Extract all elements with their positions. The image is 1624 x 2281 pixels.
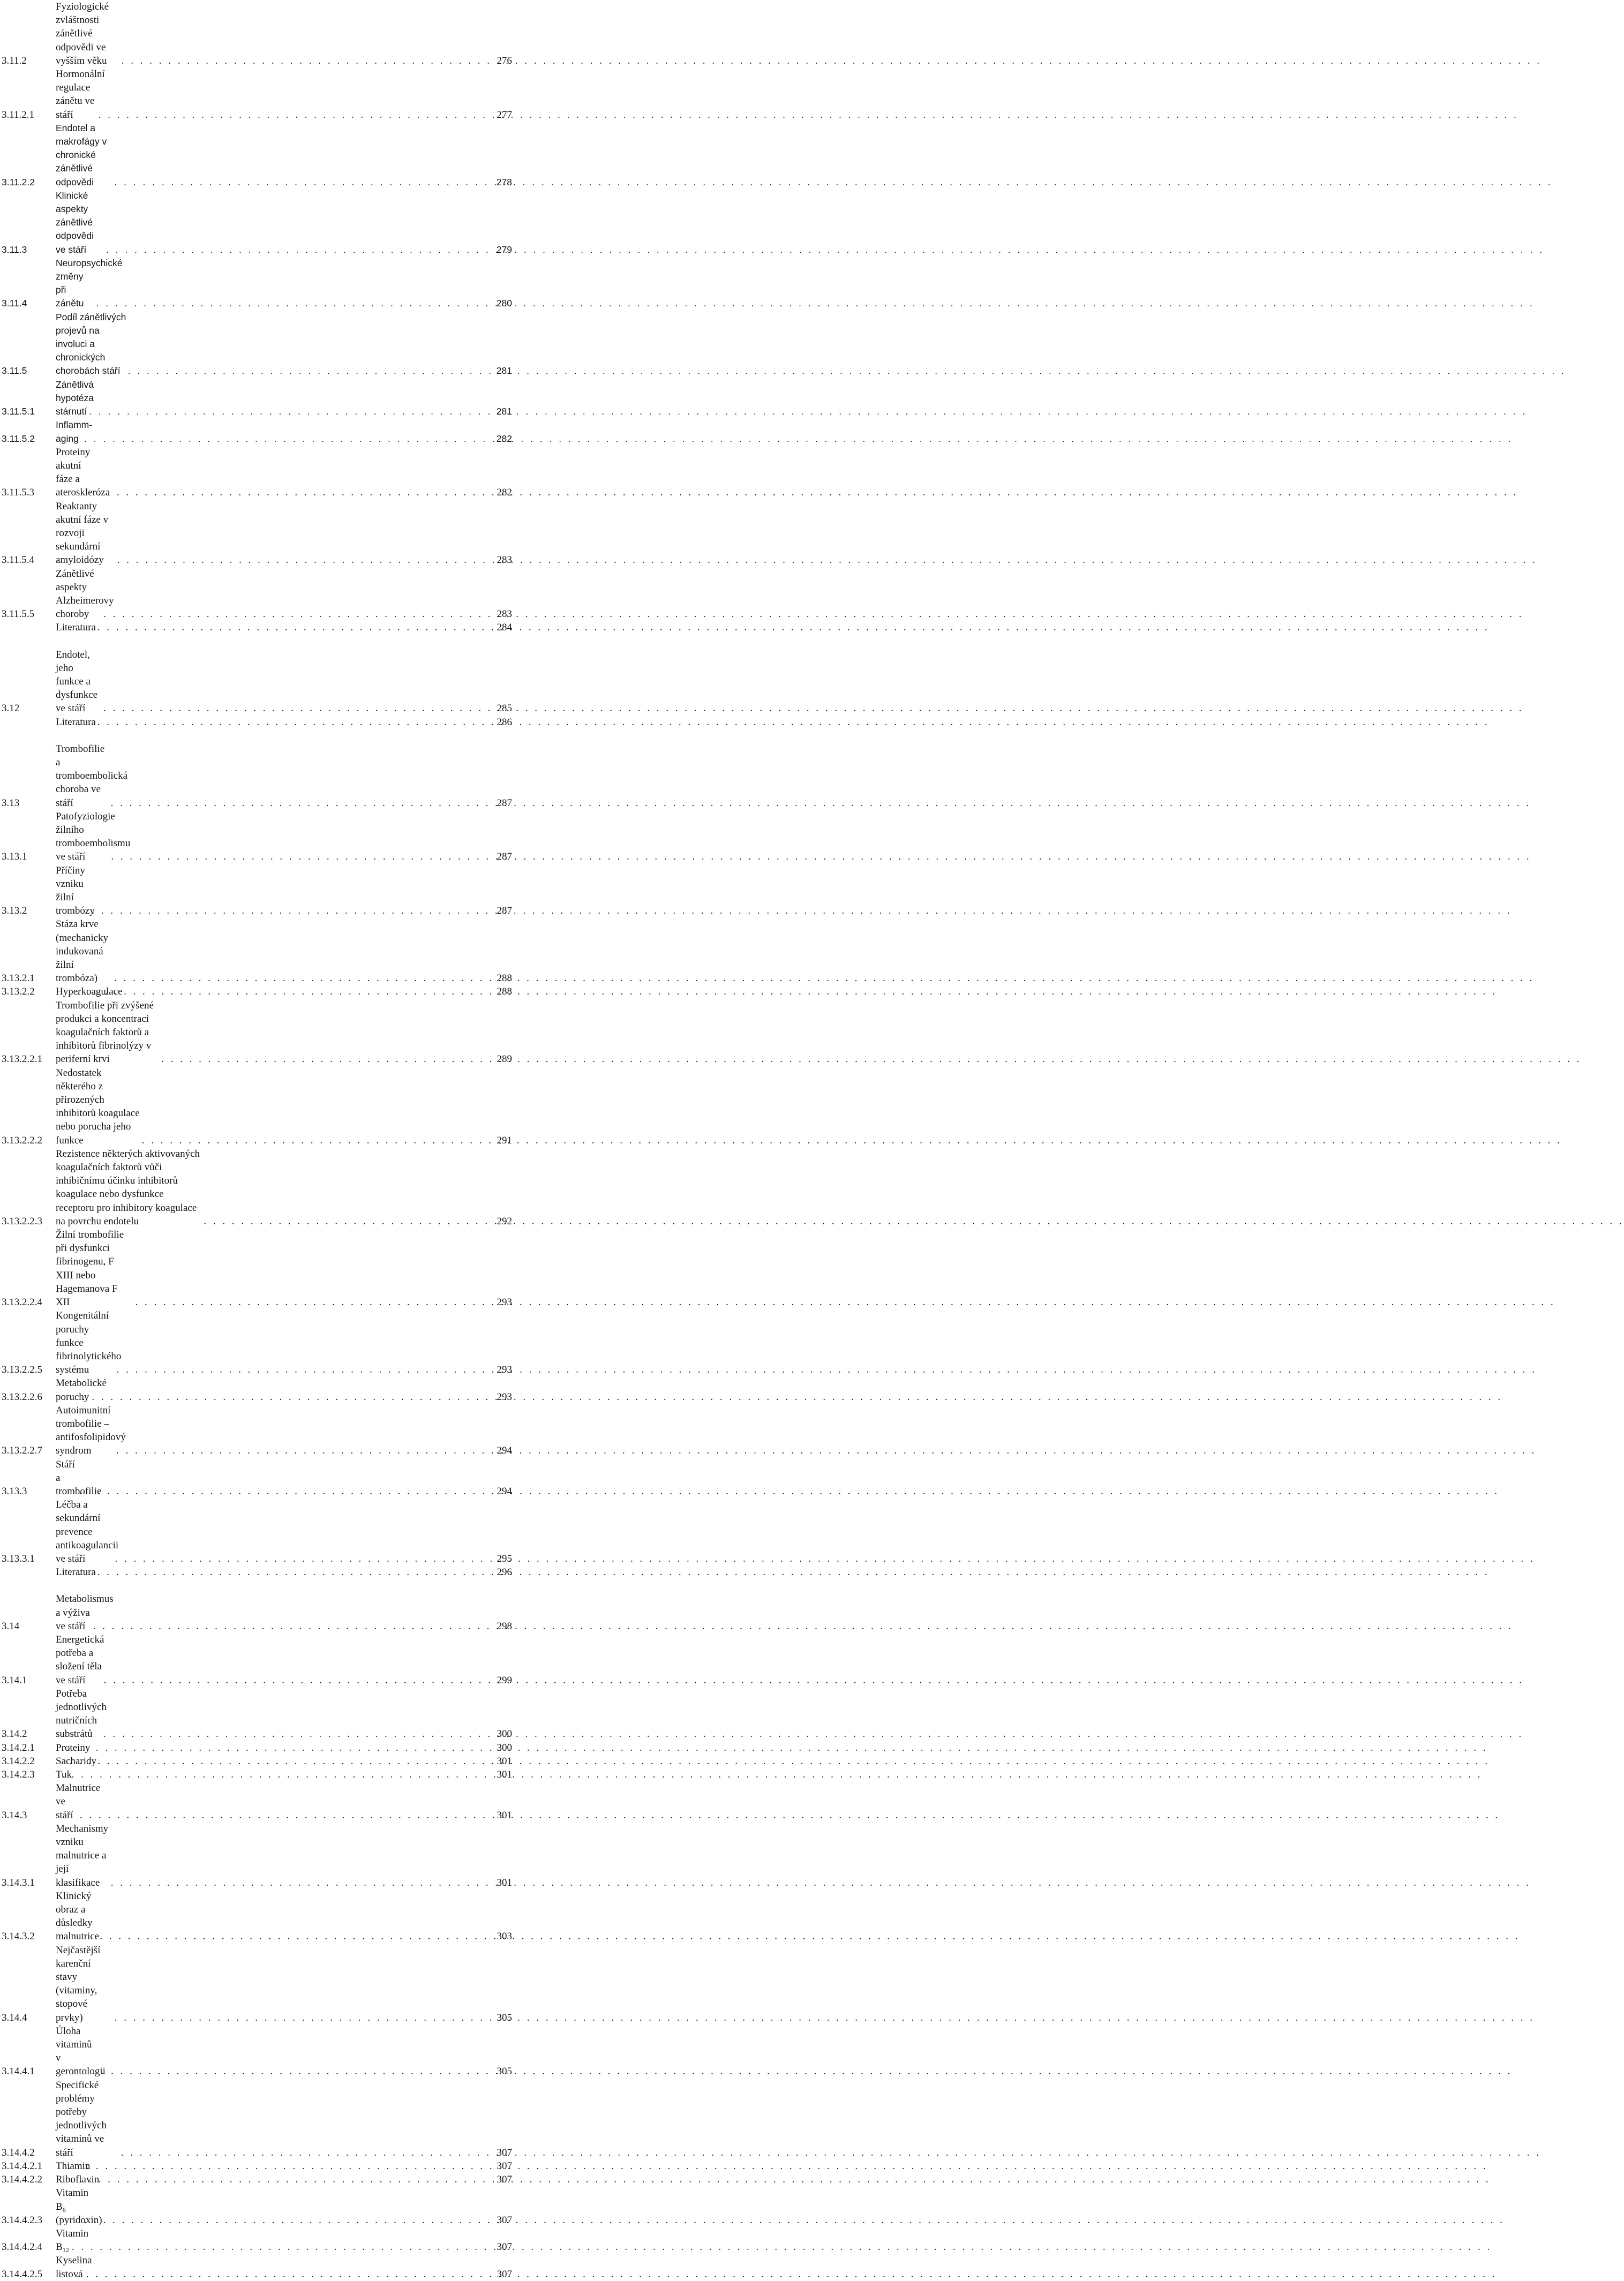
section-number: 3.13.1 — [2, 851, 27, 863]
page-number: 307 — [497, 2174, 512, 2186]
dot-leader — [97, 108, 494, 122]
dot-leader — [98, 1930, 493, 1943]
dot-leader — [70, 2240, 494, 2254]
section-title — [56, 500, 116, 567]
section-title — [56, 716, 96, 729]
toc-entry — [0, 1781, 514, 1822]
toc-entry — [0, 1228, 514, 1309]
toc-entry — [0, 1768, 514, 1781]
section-title — [56, 1404, 126, 1458]
page-number: 298 — [497, 1620, 512, 1632]
section-spacer — [0, 635, 514, 648]
section-number: 3.14.4.2.2 — [2, 2174, 42, 2186]
section-title — [56, 1228, 134, 1309]
toc-entry — [0, 1822, 514, 1889]
dot-leader — [109, 1876, 494, 1889]
section-spacer — [0, 729, 514, 742]
page-number: 284 — [497, 622, 512, 634]
section-title — [56, 189, 104, 257]
page-number: 276 — [497, 55, 512, 66]
page-number: 301 — [497, 1877, 512, 1888]
page-number: 292 — [497, 1215, 512, 1227]
toc-entry — [0, 2173, 514, 2186]
section-title — [56, 864, 95, 918]
section-number: 3.14.4.2.5 — [2, 2268, 42, 2280]
toc-entry — [0, 1498, 514, 1565]
section-title — [56, 446, 110, 500]
page-number: 288 — [497, 973, 512, 984]
section-number: 3.11.5.2 — [2, 433, 35, 444]
section-title-text: Literatura — [56, 1567, 96, 1578]
section-title — [56, 1592, 114, 1633]
page-number: 293 — [497, 1364, 512, 1376]
section-title-text: Endotel, jeho funkce a dysfunkce ve stáří — [56, 649, 98, 714]
section-title — [56, 742, 128, 810]
toc-entry — [0, 1147, 514, 1228]
section-title-text: Kongenitální poruchy funkce fibrinolytického systému — [56, 1310, 122, 1376]
dot-leader — [109, 850, 493, 863]
section-title — [56, 1944, 113, 2024]
section-number: 3.11.4 — [2, 298, 27, 309]
section-number: 3.12 — [2, 703, 20, 714]
toc-entry — [0, 742, 514, 810]
page-number: 282 — [497, 487, 512, 499]
dot-leader — [90, 904, 493, 917]
section-title — [56, 810, 131, 864]
page-number: 301 — [497, 1769, 512, 1780]
section-number: 3.13.3 — [2, 1485, 27, 1497]
dot-leader — [68, 1755, 494, 1768]
dot-leader — [73, 432, 493, 446]
page-number: 282 — [496, 433, 512, 444]
table-of-contents — [0, 0, 514, 2281]
section-title-text: Tuk — [56, 1769, 72, 1780]
dot-leader — [67, 1565, 493, 1579]
section-title-text: Podíl zánětlivých projevů na involuci a chronických chorobách stáří — [56, 311, 126, 377]
toc-entry — [0, 1755, 514, 1768]
section-title — [56, 122, 112, 189]
section-number: 3.13.2 — [2, 905, 27, 917]
section-number: 3.14.4.2.1 — [2, 2160, 42, 2172]
section-number: 3.11.5.4 — [2, 554, 35, 566]
subscript: 12 — [62, 2246, 69, 2254]
section-title-text: Proteiny — [56, 1742, 91, 1753]
toc-entry — [0, 1376, 514, 1403]
toc-entry — [0, 257, 514, 311]
section-title — [56, 311, 126, 378]
toc-entry — [0, 917, 514, 985]
section-number: 3.13.2.2 — [2, 986, 35, 998]
dot-leader — [126, 364, 493, 378]
page-number: 303 — [497, 1931, 512, 1943]
section-title-text: Klinické aspekty zánětlivé odpovědi ve stáří — [56, 190, 94, 255]
dot-leader — [87, 405, 493, 418]
section-title-text: Potřeba jednotlivých nutričních substrátů — [56, 1688, 107, 1740]
page-number: 291 — [497, 1134, 512, 1146]
section-title-text: Příčiny vzniku žilní trombózy — [56, 864, 95, 917]
dot-leader — [102, 607, 493, 621]
toc-entry — [0, 418, 514, 445]
section-title — [56, 1781, 101, 1822]
section-title-text: Fyziologické zvláštnosti zánětlivé odpovědi ve vyšším věku — [56, 1, 109, 66]
section-title — [56, 1309, 122, 1376]
section-title-text: Patofyziologie žilního tromboembolismu ve stáří — [56, 810, 131, 863]
page-number: 295 — [497, 1553, 512, 1564]
toc-entry — [0, 1944, 514, 2024]
dot-leader — [134, 1296, 494, 1309]
section-title — [56, 917, 112, 985]
section-title-text: Autoimunitní trombofilie – antifosfolipidový syndrom — [56, 1404, 126, 1457]
page-number: 305 — [497, 2012, 512, 2023]
toc-entry — [0, 0, 514, 67]
page-number: 300 — [497, 1742, 512, 1753]
dot-leader — [92, 1620, 494, 1633]
dot-leader — [115, 1363, 494, 1376]
page-number: 293 — [497, 1297, 512, 1308]
section-title — [56, 1565, 96, 1579]
section-number: 3.14.2.2 — [2, 1755, 35, 1767]
dot-leader — [104, 243, 493, 257]
dot-leader — [69, 2173, 493, 2186]
page-number: 287 — [497, 851, 512, 863]
dot-leader — [91, 2065, 493, 2078]
section-title-text: Vitamin B — [56, 2187, 89, 2212]
section-title-text: Klinický obraz a důsledky malnutrice — [56, 1890, 100, 1943]
toc-entry — [0, 500, 514, 567]
section-title-text: Specifické problémy potřeby jednotlivých vitaminů ve stáří — [56, 2079, 107, 2158]
section-number: 3.13.3.1 — [2, 1553, 35, 1564]
page-number: 307 — [497, 2241, 512, 2253]
toc-entry — [0, 1592, 514, 1633]
section-title — [56, 648, 102, 716]
section-title-text: Proteiny akutní fáze a ateroskleróza — [56, 446, 110, 499]
section-number: 3.11.2.1 — [2, 109, 35, 121]
section-number: 3.14.4.2.3 — [2, 2214, 42, 2226]
toc-entry — [0, 446, 514, 500]
dot-leader — [109, 796, 494, 810]
section-title — [56, 1687, 107, 1741]
page-number: 280 — [496, 298, 512, 309]
dot-leader — [116, 553, 494, 567]
section-title — [56, 0, 120, 67]
section-title-text: Nedostatek některého z přirozených inhibitorů koagulace nebo porucha jeho funkce — [56, 1067, 140, 1146]
page-number: 288 — [497, 986, 512, 998]
section-number: 3.14.3.2 — [2, 1931, 35, 1943]
toc-entry — [0, 1309, 514, 1376]
section-number: 3.13.2.2.5 — [2, 1364, 42, 1376]
section-number: 3.14.4.2.4 — [2, 2241, 42, 2253]
section-title — [56, 1147, 202, 1228]
page-number: 285 — [497, 703, 512, 714]
section-title-text: Literatura — [56, 716, 96, 728]
section-title-text: Stáří a trombofilie — [56, 1458, 102, 1497]
section-title — [56, 567, 114, 621]
section-number: 3.14.3 — [2, 1809, 27, 1821]
toc-entry — [0, 567, 514, 621]
section-title — [56, 67, 105, 122]
section-title — [56, 418, 93, 445]
toc-entry — [0, 621, 514, 634]
toc-entry — [0, 999, 514, 1066]
section-title-text: Trombofilie a tromboembolická choroba ve stáří — [56, 743, 128, 809]
page-number: 287 — [497, 905, 512, 917]
dot-leader — [113, 1552, 493, 1565]
section-number: 3.13.2.2.1 — [2, 1053, 42, 1065]
dot-leader — [140, 1134, 494, 1147]
section-number: 3.11.5.5 — [2, 608, 35, 620]
toc-entry — [0, 1633, 514, 1687]
page-number: 287 — [497, 797, 512, 809]
section-number: 3.11.5 — [2, 365, 27, 377]
toc-entry — [0, 1458, 514, 1499]
section-title — [56, 2024, 106, 2079]
page-number: 281 — [496, 406, 512, 417]
toc-entry — [0, 1741, 514, 1755]
section-title — [56, 1768, 72, 1781]
section-title-text: Stáza krve (mechanicky indukovaná žilní trombóza) — [56, 919, 109, 984]
section-title — [56, 2227, 89, 2254]
dot-leader — [102, 1727, 494, 1741]
section-number: 3.14.3.1 — [2, 1877, 35, 1888]
toc-entry — [0, 1565, 514, 1579]
toc-entry — [0, 122, 514, 189]
dot-leader — [102, 1674, 494, 1687]
toc-entry — [0, 378, 514, 419]
page-number: 296 — [497, 1567, 512, 1578]
section-title-text: Sacharidy — [56, 1755, 96, 1767]
section-number: 3.14.4 — [2, 2012, 27, 2023]
section-title — [56, 1741, 91, 1755]
toc-entry — [0, 2227, 514, 2254]
toc-entry — [0, 2254, 514, 2280]
section-title — [56, 1822, 109, 1889]
section-title — [56, 1755, 96, 1768]
page-number: 277 — [497, 109, 512, 121]
section-number: 3.13.2.2.6 — [2, 1391, 42, 1403]
section-number: 3.14.4.1 — [2, 2066, 35, 2077]
section-number: 3.14.2 — [2, 1728, 27, 1740]
page-number: 281 — [496, 365, 512, 377]
page-number: 283 — [497, 554, 512, 566]
section-number: 3.13.2.2.7 — [2, 1445, 42, 1457]
section-title-text: Hormonální regulace zánětu ve stáří — [56, 69, 105, 121]
section-title-text: Energetická potřeba a složení těla ve stáří — [56, 1633, 104, 1686]
page-number: 305 — [497, 2066, 512, 2077]
page-number: 278 — [496, 176, 512, 187]
dot-leader — [78, 1485, 494, 1498]
section-title-text: Endotel a makrofágy v chronické zánětlivé odpovědi — [56, 122, 107, 187]
section-title-text: Zánětlivá hypotéza stárnutí — [56, 379, 94, 417]
toc-entry — [0, 648, 514, 716]
section-title — [56, 999, 160, 1066]
section-number: 3.14.1 — [2, 1674, 27, 1686]
toc-entry — [0, 864, 514, 918]
page-number: 307 — [497, 2147, 512, 2158]
section-title-text: Nejčastější karenční stavy (vitaminy, stopové prvky) — [56, 1944, 101, 2023]
toc-entry — [0, 1687, 514, 1741]
page-number: 289 — [497, 1053, 512, 1065]
page-number: 307 — [497, 2268, 512, 2280]
section-title-text: Literatura — [56, 622, 96, 634]
page-number: 283 — [497, 608, 512, 620]
page-number: 286 — [497, 716, 512, 728]
section-number: 3.13.2.2.2 — [2, 1134, 42, 1146]
section-title-text: Žilní trombofilie při dysfunkci fibrinogenu, F XIII nebo Hagemanova F XII — [56, 1229, 124, 1308]
section-title-text: Metabolismus a výživa ve stáří — [56, 1593, 114, 1632]
section-title — [56, 2159, 91, 2173]
section-number: 3.11.2 — [2, 55, 27, 66]
dot-leader — [81, 1390, 494, 1404]
toc-entry — [0, 1889, 514, 1944]
section-title — [56, 1633, 102, 1687]
page-number: 307 — [497, 2214, 512, 2226]
page-number: 294 — [497, 1485, 512, 1497]
section-title-text: Mechanismy vzniku malnutrice a její klasifikace — [56, 1823, 109, 1888]
dot-leader — [78, 1809, 494, 1822]
toc-entry — [0, 189, 514, 257]
section-number: 3.14 — [2, 1620, 20, 1632]
page-number: 299 — [497, 1674, 512, 1686]
section-title-text: Rezistence některých aktivovaných koagulačních faktorů vůči inhibičnímu účinku inhibitorů koagulace nebo dysfunkce receptoru pro inhibitory koagulace na povrchu endotelu — [56, 1148, 200, 1227]
section-title — [56, 1889, 98, 1944]
section-number: 3.11.2.2 — [2, 176, 35, 187]
dot-leader — [112, 972, 493, 985]
section-title-text: Hyperkoagulace — [56, 986, 123, 998]
section-number: 3.13 — [2, 797, 20, 809]
section-title-text: Metabolické poruchy — [56, 1377, 107, 1403]
section-title-text: Kyselina listová — [56, 2255, 92, 2280]
section-title — [56, 2186, 102, 2227]
section-number: 3.11.5.1 — [2, 406, 35, 417]
section-title — [56, 2079, 119, 2159]
section-number: 3.14.4.2 — [2, 2147, 35, 2158]
toc-entry — [0, 810, 514, 864]
section-title-text: Reaktanty akutní fáze v rozvoji sekundární amyloidózy — [56, 500, 109, 566]
section-title — [56, 257, 123, 311]
section-number: 3.14.2.3 — [2, 1769, 35, 1780]
page-number: 300 — [497, 1728, 512, 1740]
toc-entry — [0, 716, 514, 729]
page-number: 301 — [497, 1809, 512, 1821]
toc-entry — [0, 2159, 514, 2173]
section-title-text: Inflamm-aging — [56, 419, 93, 444]
section-title-text: Trombofilie při zvýšené produkci a koncentraci koagulačních faktorů a inhibitorů fibrinolýzy v periferní krvi — [56, 999, 154, 1065]
page-number: 293 — [497, 1391, 512, 1403]
dot-leader — [67, 716, 493, 729]
dot-leader — [66, 2159, 493, 2173]
toc-entry — [0, 1066, 514, 1147]
section-title-suffix: (pyridoxin) — [56, 2214, 102, 2226]
section-title — [56, 2173, 100, 2186]
toc-entry — [0, 311, 514, 378]
section-title-text: Úloha vitaminů v gerontologii — [56, 2025, 106, 2077]
section-number: 3.14.2.1 — [2, 1742, 35, 1753]
section-title-text: Neuropsychické změny při zánětu — [56, 257, 123, 309]
dot-leader — [112, 176, 493, 189]
section-number: 3.13.2.2.4 — [2, 1297, 42, 1308]
dot-leader — [113, 2011, 494, 2024]
section-title — [56, 2254, 92, 2280]
toc-entry — [0, 67, 514, 122]
dot-leader — [96, 486, 494, 499]
section-title-text: Vitamin B — [56, 2227, 89, 2253]
dot-leader — [67, 621, 493, 634]
toc-entry — [0, 985, 514, 998]
section-title — [56, 1498, 119, 1565]
toc-entry — [0, 2186, 514, 2227]
section-number: 3.11.5.3 — [2, 487, 35, 499]
section-title — [56, 1458, 102, 1499]
section-title — [56, 985, 123, 998]
dot-leader — [119, 2146, 494, 2159]
subscript: 6 — [62, 2205, 66, 2214]
page-number: 279 — [496, 244, 512, 255]
page-number: 294 — [497, 1445, 512, 1457]
dot-leader — [76, 985, 494, 998]
dot-leader — [95, 297, 493, 310]
dot-leader — [75, 2268, 493, 2281]
dot-leader — [115, 1444, 494, 1457]
section-title-text: Léčba a sekundární prevence antikoagulancii ve stáří — [56, 1499, 119, 1564]
section-number: 3.13.2.1 — [2, 973, 35, 984]
toc-entry — [0, 2079, 514, 2159]
dot-leader — [202, 1215, 493, 1228]
section-title — [56, 1376, 107, 1403]
page-number: 301 — [497, 1755, 512, 1767]
section-title-text: Zánětlivé aspekty Alzheimerovy choroby — [56, 568, 114, 620]
dot-leader — [83, 2214, 494, 2227]
section-title — [56, 1066, 140, 1147]
dot-leader — [120, 54, 494, 67]
section-title-text: Malnutrice ve stáří — [56, 1782, 101, 1821]
section-number: 3.13.2.2.3 — [2, 1215, 42, 1227]
dot-leader — [160, 1052, 493, 1066]
section-number: 3.11.3 — [2, 244, 27, 255]
section-title — [56, 621, 96, 634]
toc-entry — [0, 1404, 514, 1458]
section-title-text: Riboflavin — [56, 2174, 100, 2186]
dot-leader — [102, 702, 493, 715]
section-title — [56, 378, 94, 419]
section-spacer — [0, 1579, 514, 1592]
toc-entry — [0, 2024, 514, 2079]
section-title-text: Thiamin — [56, 2160, 91, 2172]
dot-leader — [66, 1741, 493, 1755]
page-number: 307 — [497, 2160, 512, 2172]
dot-leader — [61, 1768, 493, 1781]
